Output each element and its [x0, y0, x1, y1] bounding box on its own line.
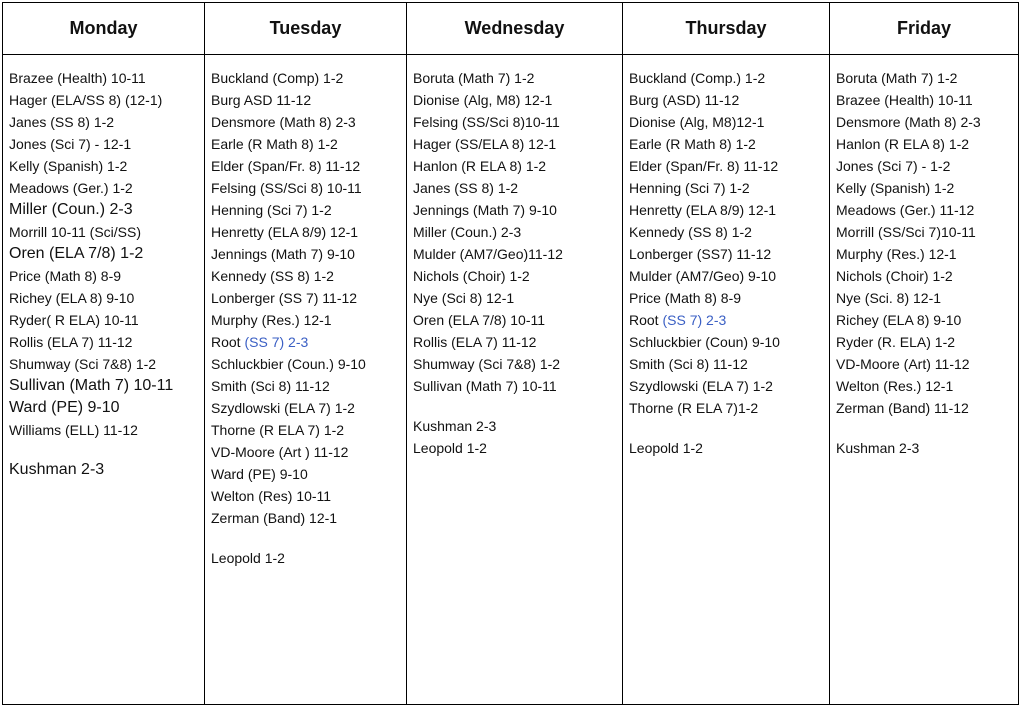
body-row — [3, 55, 1019, 705]
entry-text: Zerman (Band) 12-1 — [211, 510, 338, 526]
entry-text: Zerman (Band) 11-12 — [836, 400, 969, 416]
entry-text: Jones (Sci 7) - 1-2 — [836, 158, 951, 174]
entry-text: Oren (ELA 7/8) 10-11 — [413, 312, 546, 328]
entry-text: Smith (Sci 8) 11-12 — [629, 356, 748, 372]
schedule-entry — [211, 111, 406, 133]
day-header-tuesday: Tuesday — [205, 3, 407, 55]
schedule-entry — [629, 133, 829, 155]
list-spacer — [211, 529, 406, 547]
entry-text: Kushman 2-3 — [413, 418, 497, 434]
header-row — [3, 3, 1019, 55]
schedule-entry — [413, 309, 622, 331]
entry-text: Felsing (SS/Sci 8) 10-11 — [211, 180, 362, 196]
entry-text: Boruta (Math 7) 1-2 — [413, 70, 535, 86]
schedule-entry — [629, 353, 829, 375]
schedule-entry — [836, 67, 1018, 89]
schedule-entry — [211, 89, 406, 111]
entry-text: Leopold 1-2 — [413, 440, 487, 456]
entry-text: Ryder (R. ELA) 1-2 — [836, 334, 956, 350]
day-column-thursday — [623, 55, 830, 705]
schedule-entry — [413, 437, 622, 459]
entry-text: Murphy (Res.) 12-1 — [836, 246, 957, 262]
schedule-entry — [413, 375, 622, 397]
schedule-entry — [836, 155, 1018, 177]
entry-text: Earle (R Math 8) 1-2 — [211, 136, 338, 152]
weekly-schedule-table — [2, 2, 1019, 705]
schedule-entry — [836, 437, 1018, 459]
entry-text: Rollis (ELA 7) 11-12 — [413, 334, 537, 350]
schedule-entry — [629, 221, 829, 243]
entry-text: Sullivan (Math 7) 10-11 — [413, 378, 557, 394]
entry-text: Henning (Sci 7) 1-2 — [211, 202, 332, 218]
entry-text: Earle (R Math 8) 1-2 — [629, 136, 756, 152]
entry-text: Dionise (Alg, M8)12-1 — [629, 114, 765, 130]
schedule-entry — [9, 133, 204, 155]
entry-text: Elder (Span/Fr. 8) 11-12 — [629, 158, 779, 174]
entry-text: Szydlowski (ELA 7) 1-2 — [211, 400, 355, 416]
entry-text: Ryder( R ELA) 10-11 — [9, 312, 139, 328]
entry-text: Murphy (Res.) 12-1 — [211, 312, 332, 328]
entry-text: Leopold 1-2 — [211, 550, 285, 566]
entry-text: Kelly (Spanish) 1-2 — [9, 158, 128, 174]
entry-text: Szydlowski (ELA 7) 1-2 — [629, 378, 773, 394]
entry-text: Leopold 1-2 — [629, 440, 703, 456]
schedule-entry — [836, 111, 1018, 133]
entry-text: Sullivan (Math 7) 10-11 — [9, 377, 174, 394]
list-spacer — [836, 419, 1018, 437]
entry-text: Richey (ELA 8) 9-10 — [836, 312, 962, 328]
schedule-entry — [836, 243, 1018, 265]
schedule-entry — [413, 221, 622, 243]
schedule-entry — [9, 265, 204, 287]
entry-text: Thorne (R ELA 7) 1-2 — [211, 422, 345, 438]
schedule-entry — [413, 243, 622, 265]
schedule-entry — [211, 375, 406, 397]
entry-text: Shumway (Sci 7&8) 1-2 — [9, 356, 157, 372]
entry-text: VD-Moore (Art ) 11-12 — [211, 444, 349, 460]
entry-text: Shumway (Sci 7&8) 1-2 — [413, 356, 561, 372]
entry-text: Price (Math 8) 8-9 — [629, 290, 742, 306]
schedule-entry — [9, 221, 204, 243]
schedule-entry — [836, 265, 1018, 287]
schedule-entry — [9, 67, 204, 89]
entry-text: Kennedy (SS 8) 1-2 — [211, 268, 334, 284]
schedule-entry — [9, 459, 204, 481]
entry-text: Meadows (Ger.) 1-2 — [9, 180, 133, 196]
entry-text: Lonberger (SS 7) 11-12 — [211, 290, 358, 306]
entry-text: Dionise (Alg, M8) 12-1 — [413, 92, 553, 108]
schedule-entry — [836, 287, 1018, 309]
entry-text: Felsing (SS/Sci 8)10-11 — [413, 114, 560, 130]
schedule-entry — [629, 397, 829, 419]
schedule-entry — [9, 419, 204, 441]
entry-text: Nichols (Choir) 1-2 — [836, 268, 953, 284]
entry-text: Henretty (ELA 8/9) 12-1 — [211, 224, 359, 240]
entry-text: Welton (Res) 10-11 — [211, 488, 332, 504]
schedule-entry — [413, 331, 622, 353]
schedule-entry — [211, 67, 406, 89]
schedule-entry — [836, 133, 1018, 155]
schedule-entry — [211, 243, 406, 265]
schedule-entry — [211, 331, 406, 353]
schedule-entry — [9, 375, 204, 397]
list-spacer — [629, 419, 829, 437]
schedule-entry — [836, 89, 1018, 111]
entry-text: Henning (Sci 7) 1-2 — [629, 180, 750, 196]
day-column-tuesday — [205, 55, 407, 705]
schedule-entry — [211, 485, 406, 507]
schedule-entry — [413, 67, 622, 89]
schedule-entry — [9, 287, 204, 309]
schedule-entry — [9, 199, 204, 221]
schedule-entry — [629, 67, 829, 89]
schedule-entry — [413, 155, 622, 177]
schedule-entry — [836, 375, 1018, 397]
day-column-wednesday — [407, 55, 623, 705]
entry-text: Williams (ELL) 11-12 — [9, 422, 138, 438]
entry-text: Oren (ELA 7/8) 1-2 — [9, 245, 144, 262]
entry-text: Henretty (ELA 8/9) 12-1 — [629, 202, 777, 218]
day-header-wednesday: Wednesday — [407, 3, 623, 55]
schedule-entry — [211, 265, 406, 287]
schedule-entry — [629, 199, 829, 221]
entry-text: Nichols (Choir) 1-2 — [413, 268, 530, 284]
schedule-entry — [211, 547, 406, 569]
entry-text: Ward (PE) 9-10 — [211, 466, 308, 482]
schedule-entry — [836, 309, 1018, 331]
schedule-entry — [9, 353, 204, 375]
schedule-entry — [629, 309, 829, 331]
entry-text: Buckland (Comp.) 1-2 — [629, 70, 766, 86]
schedule-entry — [211, 353, 406, 375]
schedule-entry — [211, 155, 406, 177]
entry-text: Densmore (Math 8) 2-3 — [836, 114, 981, 130]
entry-text: Kushman 2-3 — [9, 461, 105, 478]
schedule-entry — [629, 437, 829, 459]
entry-text: Kelly (Spanish) 1-2 — [836, 180, 955, 196]
entry-text: Jones (Sci 7) - 12-1 — [9, 136, 132, 152]
schedule-entry — [211, 507, 406, 529]
schedule-entry — [836, 353, 1018, 375]
entry-text: Thorne (R ELA 7)1-2 — [629, 400, 759, 416]
entry-text: Mulder (AM7/Geo) 9-10 — [629, 268, 777, 284]
schedule-entry — [211, 287, 406, 309]
schedule-entry — [413, 111, 622, 133]
entry-text: Densmore (Math 8) 2-3 — [211, 114, 356, 130]
schedule-entry — [629, 331, 829, 353]
entry-text: Richey (ELA 8) 9-10 — [9, 290, 135, 306]
schedule-entry — [211, 199, 406, 221]
entry-text: Schluckbier (Coun.) 9-10 — [211, 356, 366, 372]
entry-text: Nye (Sci 8) 12-1 — [413, 290, 515, 306]
schedule-entry — [211, 133, 406, 155]
entry-text: Hager (SS/ELA 8) 12-1 — [413, 136, 557, 152]
entry-text: Janes (SS 8) 1-2 — [413, 180, 519, 196]
entry-text: Morrill (SS/Sci 7)10-11 — [836, 224, 976, 240]
schedule-entry — [9, 331, 204, 353]
schedule-entry — [211, 309, 406, 331]
schedule-entry — [211, 441, 406, 463]
schedule-entry — [9, 397, 204, 419]
schedule-entry — [413, 89, 622, 111]
entry-text: Price (Math 8) 8-9 — [9, 268, 122, 284]
entry-text: Welton (Res.) 12-1 — [836, 378, 954, 394]
schedule-entry — [211, 221, 406, 243]
day-header-friday: Friday — [830, 3, 1019, 55]
entry-text: Miller (Coun.) 2-3 — [413, 224, 522, 240]
day-column-friday — [830, 55, 1019, 705]
schedule-entry — [413, 265, 622, 287]
schedule-entry — [413, 415, 622, 437]
schedule-entry — [9, 243, 204, 265]
entry-text: Lonberger (SS7) 11-12 — [629, 246, 772, 262]
entry-highlight-text: (SS 7) 2-3 — [662, 312, 727, 328]
entry-text: Kushman 2-3 — [836, 440, 920, 456]
schedule-entry — [9, 309, 204, 331]
entry-text: Miller (Coun.) 2-3 — [9, 201, 133, 218]
schedule-entry — [211, 419, 406, 441]
entry-text: Root — [211, 334, 245, 350]
schedule-entry — [836, 221, 1018, 243]
entry-text: Ward (PE) 9-10 — [9, 399, 120, 416]
schedule-entry — [413, 133, 622, 155]
entry-text: Hanlon (R ELA 8) 1-2 — [836, 136, 970, 152]
entry-text: Burg (ASD) 11-12 — [629, 92, 740, 108]
day-header-monday: Monday — [3, 3, 205, 55]
schedule-entry — [629, 265, 829, 287]
schedule-entry — [629, 243, 829, 265]
schedule-entry — [9, 155, 204, 177]
entry-text: Nye (Sci. 8) 12-1 — [836, 290, 942, 306]
entry-text: Jennings (Math 7) 9-10 — [413, 202, 557, 218]
entry-text: VD-Moore (Art) 11-12 — [836, 356, 970, 372]
entry-text: Brazee (Health) 10-11 — [9, 70, 146, 86]
entry-text: Meadows (Ger.) 11-12 — [836, 202, 975, 218]
schedule-entry — [629, 89, 829, 111]
entry-text: Schluckbier (Coun) 9-10 — [629, 334, 780, 350]
schedule-entry — [9, 111, 204, 133]
entry-text: Elder (Span/Fr. 8) 11-12 — [211, 158, 361, 174]
schedule-entry — [413, 177, 622, 199]
schedule-entry — [211, 463, 406, 485]
schedule-entry — [629, 111, 829, 133]
schedule-entry — [211, 177, 406, 199]
schedule-entry — [836, 199, 1018, 221]
entry-text: Rollis (ELA 7) 11-12 — [9, 334, 133, 350]
entry-text: Brazee (Health) 10-11 — [836, 92, 973, 108]
schedule-entry — [836, 331, 1018, 353]
schedule-entry — [9, 177, 204, 199]
entry-text: Mulder (AM7/Geo)11-12 — [413, 246, 563, 262]
schedule-entry — [211, 397, 406, 419]
list-spacer — [9, 441, 204, 459]
list-spacer — [413, 397, 622, 415]
entry-text: Janes (SS 8) 1-2 — [9, 114, 115, 130]
entry-text: Burg ASD 11-12 — [211, 92, 312, 108]
schedule-entry — [413, 199, 622, 221]
entry-text: Root — [629, 312, 663, 328]
entry-text: Morrill 10-11 (Sci/SS) — [9, 224, 141, 240]
entry-text: Jennings (Math 7) 9-10 — [211, 246, 355, 262]
day-header-thursday: Thursday — [623, 3, 830, 55]
schedule-entry — [413, 353, 622, 375]
schedule-entry — [629, 287, 829, 309]
entry-text: Boruta (Math 7) 1-2 — [836, 70, 958, 86]
schedule-entry — [413, 287, 622, 309]
schedule-entry — [9, 89, 204, 111]
entry-text: Hanlon (R ELA 8) 1-2 — [413, 158, 547, 174]
entry-text: Smith (Sci 8) 11-12 — [211, 378, 330, 394]
schedule-entry — [629, 155, 829, 177]
entry-text: Hager (ELA/SS 8) (12-1) — [9, 92, 163, 108]
schedule-entry — [836, 177, 1018, 199]
day-column-monday — [3, 55, 205, 705]
entry-text: Kennedy (SS 8) 1-2 — [629, 224, 752, 240]
schedule-entry — [836, 397, 1018, 419]
schedule-entry — [629, 177, 829, 199]
schedule-entry — [629, 375, 829, 397]
entry-text: Buckland (Comp) 1-2 — [211, 70, 344, 86]
entry-highlight-text: (SS 7) 2-3 — [244, 334, 309, 350]
